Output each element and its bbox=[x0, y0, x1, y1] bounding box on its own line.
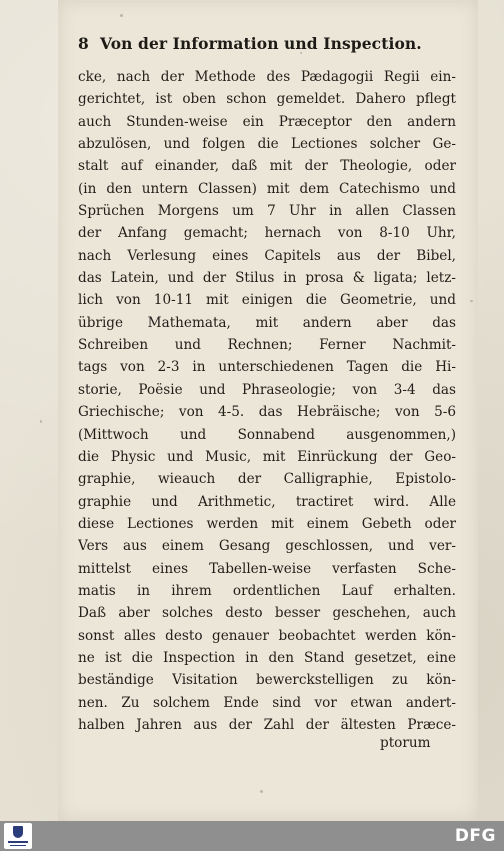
text-line: Schreiben und Rechnen; Ferner Nachmit- bbox=[78, 337, 456, 354]
text-line: graphie und Arithmetic, tractiret wird. Alle bbox=[78, 493, 456, 510]
text-line: Sprüchen Morgens um 7 Uhr in allen Classen bbox=[78, 203, 456, 220]
text-line: cke, nach der Methode des Pædagogii Regii ein- bbox=[78, 69, 456, 85]
text-line: nach Verlesung eines Capitels aus der Bibel, bbox=[78, 247, 456, 264]
text-line: matis in ihrem ordentlichen Lauf erhalten. bbox=[78, 582, 456, 599]
text-line: (in den untern Classen) mit dem Catechismo und bbox=[78, 180, 456, 197]
text-line: lich von 10-11 mit einigen die Geometrie, und bbox=[78, 292, 456, 309]
text-line: graphie, wieauch der Calligraphie, Epistolo- bbox=[78, 471, 456, 488]
text-line: sonst alles desto genauer beobachtet werden kön- bbox=[78, 627, 456, 644]
text-line: Griechische; von 4-5. das Hebräische; von 5-6 bbox=[78, 404, 456, 421]
text-line: beständige Visitation bewerckstelligen zu kön- bbox=[78, 672, 456, 689]
text-line: auch Stunden-weise ein Præceptor den andern bbox=[78, 113, 456, 130]
text-line: gerichtet, ist oben schon gemeldet. Dahero pflegt bbox=[78, 91, 456, 108]
text-line: mittelst eines Tabellen-weise verfasten Sche- bbox=[78, 560, 456, 577]
footer-bar bbox=[0, 821, 504, 851]
paper-speck bbox=[470, 300, 473, 302]
paper-speck bbox=[260, 790, 263, 793]
text-line: das Latein, und der Stilus in prosa & ligata; letz- bbox=[78, 270, 456, 287]
dfg-logo: DFG bbox=[454, 826, 496, 846]
text-line: abzulösen, und folgen die Lectiones solcher Ge- bbox=[78, 136, 456, 153]
text-line: die Physic und Music, mit Einrückung der Geo- bbox=[78, 448, 456, 465]
paper-speck bbox=[40, 420, 42, 423]
text-line: Vers aus einem Gesang geschlossen, und ver- bbox=[78, 538, 456, 555]
text-line: (Mittwoch und Sonnabend ausgenommen,) bbox=[78, 426, 456, 443]
paper-speck bbox=[120, 14, 123, 17]
text-line: halben Jahren aus der Zahl der ältesten Præce- bbox=[78, 716, 456, 733]
text-line: ne ist die Inspection in den Stand gesetzet, eine bbox=[78, 649, 456, 666]
running-head bbox=[78, 34, 468, 53]
running-title: Von der Information und Inspection. bbox=[100, 34, 422, 53]
logo-bar bbox=[8, 841, 28, 843]
logo-bar bbox=[10, 845, 26, 846]
text-line: Daß aber solches desto besser geschehen, auch bbox=[78, 605, 456, 622]
catchword: ptorum bbox=[380, 735, 431, 751]
text-line: übrige Mathemata, mit andern aber das bbox=[78, 314, 456, 331]
university-library-logo-icon bbox=[4, 823, 32, 849]
body-text bbox=[78, 66, 456, 736]
logo-shield bbox=[13, 826, 23, 838]
text-line: storie, Poësie und Phraseologie; von 3-4 das bbox=[78, 381, 456, 398]
text-line: tags von 2-3 in unterschiedenen Tagen die Hi- bbox=[78, 359, 456, 376]
text-line: diese Lectiones werden mit einem Gebeth oder bbox=[78, 515, 456, 532]
text-line: stalt auf einander, daß mit der Theologie, oder bbox=[78, 158, 456, 175]
text-line: der Anfang gemacht; hernach von 8-10 Uhr, bbox=[78, 225, 456, 242]
page-number: 8 bbox=[78, 34, 89, 53]
text-line: nen. Zu solchem Ende sind vor etwan andert- bbox=[78, 694, 456, 711]
